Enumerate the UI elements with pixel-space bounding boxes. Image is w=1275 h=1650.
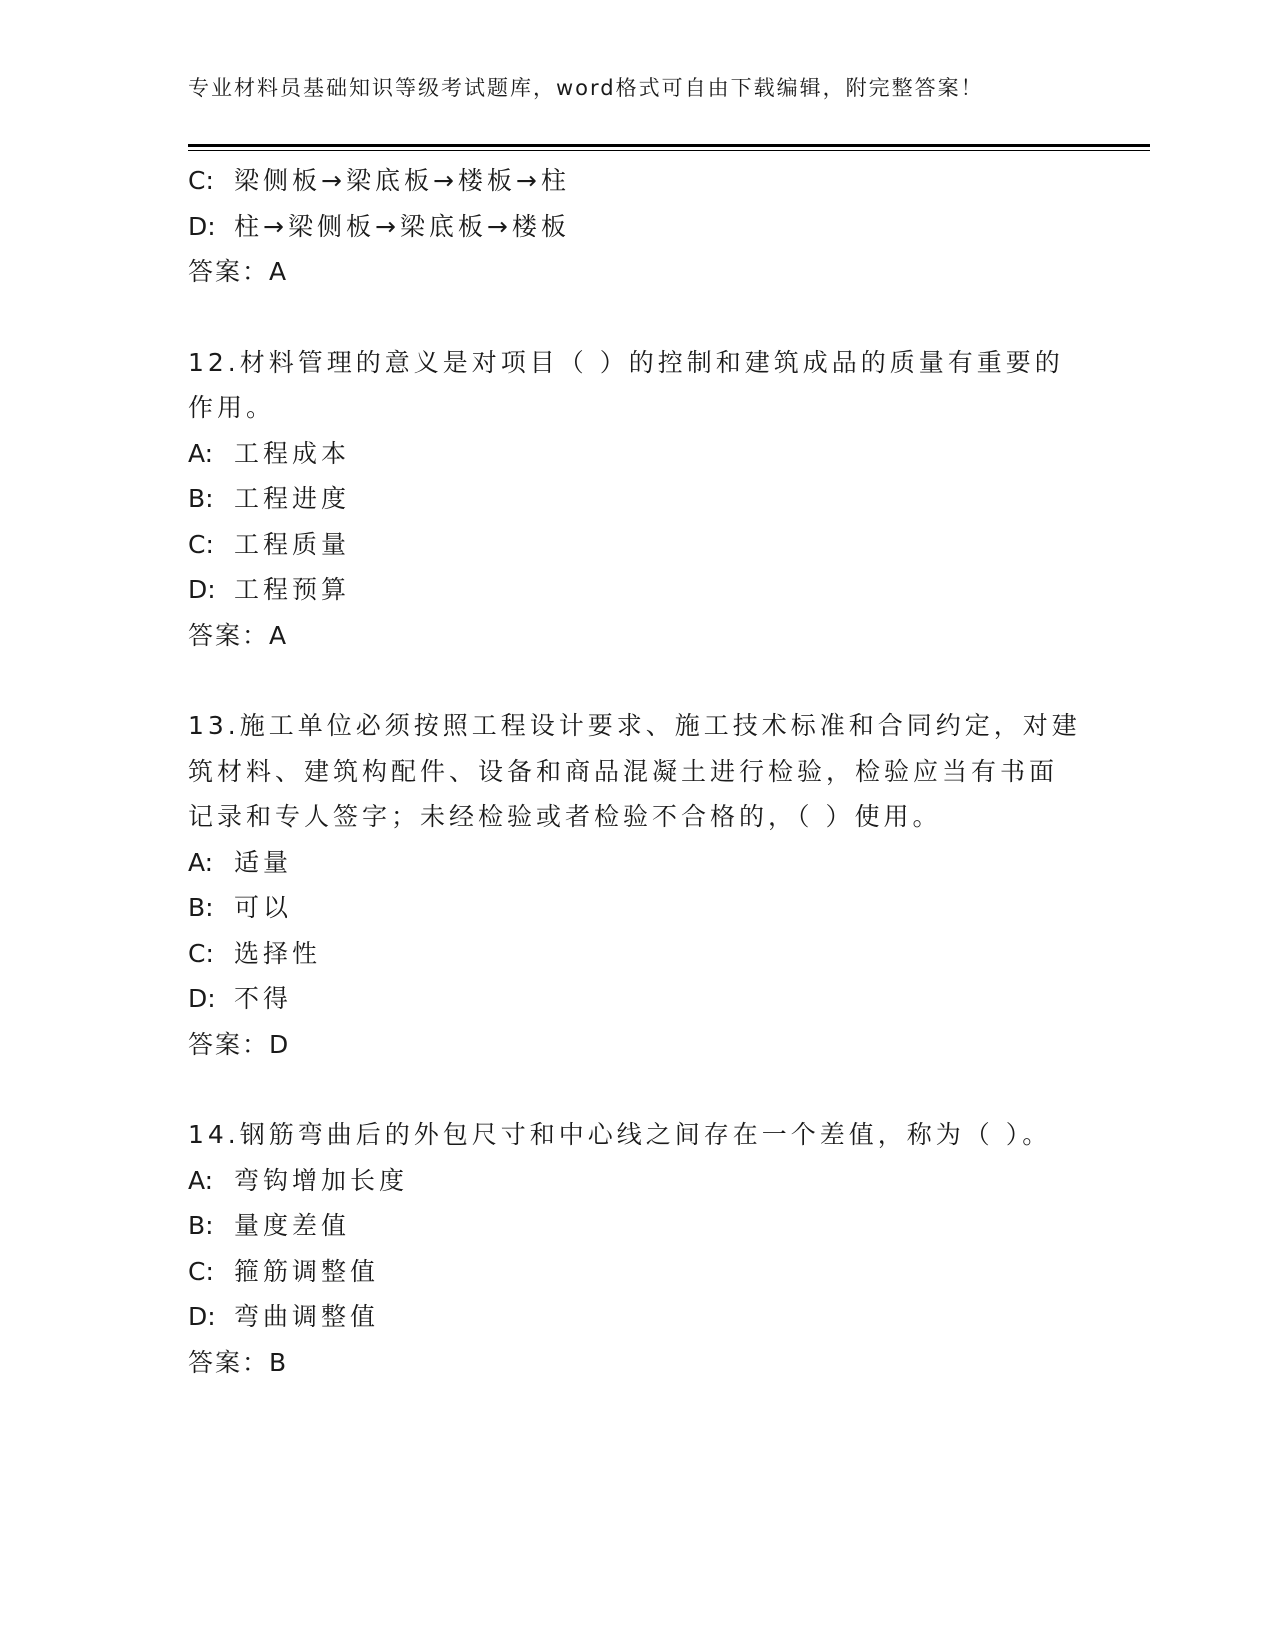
option-d bbox=[188, 976, 1088, 1022]
option-letter: D: bbox=[188, 984, 216, 1013]
option-b bbox=[188, 1203, 1088, 1249]
option-letter: A: bbox=[188, 438, 214, 468]
option-letter: C: bbox=[188, 166, 214, 195]
option-text: 柱→梁侧板→梁底板→楼板 bbox=[234, 211, 570, 241]
option-letter: A: bbox=[188, 1165, 214, 1195]
option-letter: D: bbox=[188, 211, 216, 241]
question-stem-line: 筑材料、建筑构配件、设备和商品混凝土进行检验，检验应当有书面 bbox=[188, 756, 1059, 786]
option-d bbox=[188, 1294, 1088, 1340]
option-letter: A: bbox=[188, 847, 214, 877]
option-c bbox=[188, 1249, 1088, 1295]
question-stem-line: 14.钢筋弯曲后的外包尺寸和中心线之间存在一个差值，称为（ ）。 bbox=[188, 1120, 1052, 1149]
header-rule-thin bbox=[188, 150, 1150, 151]
header-rule-thick bbox=[188, 144, 1150, 147]
option-c bbox=[188, 522, 1088, 568]
spacer bbox=[188, 658, 1088, 703]
option-text: 弯钩增加长度 bbox=[234, 1165, 409, 1195]
option-text: 工程进度 bbox=[234, 484, 351, 513]
option-text: 弯曲调整值 bbox=[234, 1302, 380, 1331]
answer: 答案：D bbox=[188, 1029, 291, 1059]
spacer bbox=[188, 1067, 1088, 1112]
question-stem-line: 13.施工单位必须按照工程设计要求、施工技术标准和合同约定，对建 bbox=[188, 711, 1081, 740]
option-text: 工程预算 bbox=[234, 575, 351, 604]
option-text: 不得 bbox=[234, 984, 293, 1013]
option-letter: B: bbox=[188, 484, 214, 513]
option-d bbox=[188, 204, 1088, 250]
option-text: 适量 bbox=[234, 847, 293, 877]
option-text: 箍筋调整值 bbox=[234, 1256, 380, 1286]
option-letter: D: bbox=[188, 575, 216, 604]
option-a bbox=[188, 1158, 1088, 1204]
spacer bbox=[188, 295, 1088, 340]
option-letter: D: bbox=[188, 1302, 216, 1331]
option-letter: B: bbox=[188, 893, 214, 922]
option-text: 选择性 bbox=[234, 938, 322, 968]
page-header: 专业材料员基础知识等级考试题库，word格式可自由下载编辑，附完整答案！ bbox=[188, 76, 984, 100]
option-letter: C: bbox=[188, 938, 214, 968]
question-stem-line: 12.材料管理的意义是对项目（ ）的控制和建筑成品的质量有重要的 bbox=[188, 347, 1064, 377]
option-text: 量度差值 bbox=[234, 1211, 351, 1240]
question-stem-line: 作用。 bbox=[188, 393, 276, 422]
option-b bbox=[188, 476, 1088, 522]
question-stem-line: 记录和专人签字；未经检验或者检验不合格的，（ ）使用。 bbox=[188, 802, 942, 831]
option-a bbox=[188, 840, 1088, 886]
option-d bbox=[188, 567, 1088, 613]
answer: 答案：A bbox=[188, 257, 289, 286]
option-letter: C: bbox=[188, 1256, 214, 1286]
option-text: 工程质量 bbox=[234, 529, 351, 559]
option-text: 梁侧板→梁底板→楼板→柱 bbox=[234, 166, 570, 195]
option-b bbox=[188, 885, 1088, 931]
option-letter: C: bbox=[188, 529, 214, 559]
option-c bbox=[188, 158, 1088, 204]
option-c bbox=[188, 931, 1088, 977]
option-letter: B: bbox=[188, 1211, 214, 1240]
question-content bbox=[188, 158, 1088, 1385]
answer: 答案：A bbox=[188, 620, 289, 650]
option-text: 工程成本 bbox=[234, 438, 351, 468]
answer: 答案：B bbox=[188, 1347, 289, 1377]
option-a bbox=[188, 431, 1088, 477]
option-text: 可以 bbox=[234, 893, 293, 922]
